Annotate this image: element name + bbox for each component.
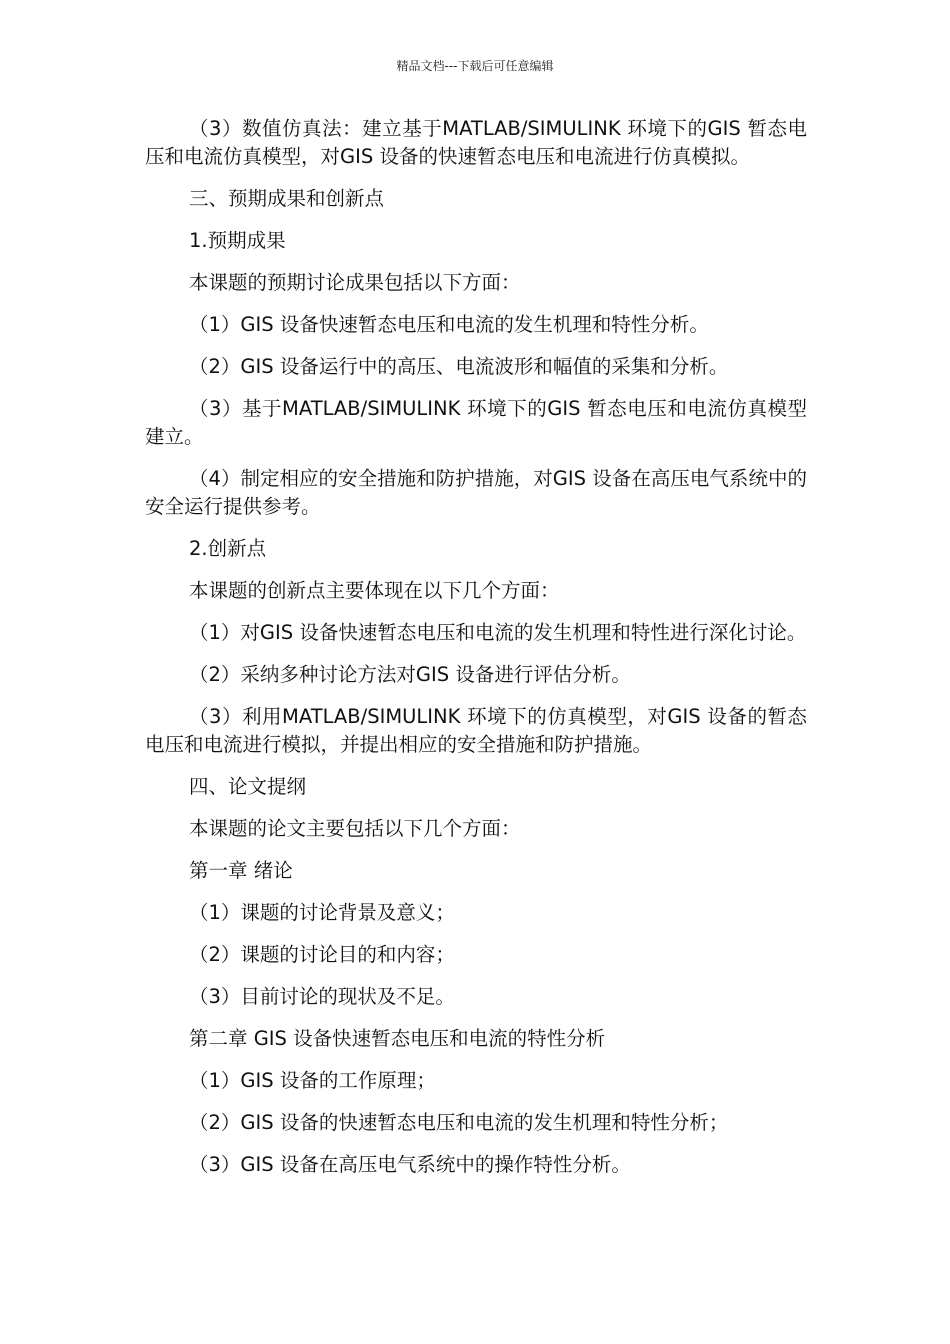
list-item-innovation-3: （3）利用MATLAB/SIMULINK 环境下的仿真模型，对GIS 设备的暂态电压和电流进行模拟，并提出相应的安全措施和防护措施。 xyxy=(145,705,807,756)
chapter-heading-2: 第二章 GIS 设备快速暂态电压和电流的特性分析 xyxy=(189,1027,606,1050)
list-item-result-4: （4）制定相应的安全措施和防护措施，对GIS 设备在高压电气系统中的安全运行提供参考。 xyxy=(145,467,807,518)
paragraph-innovation-intro: 本课题的创新点主要体现在以下几个方面： xyxy=(189,579,560,602)
section-heading-outline: 四、论文提纲 xyxy=(189,775,307,798)
list-item-result-2: （2）GIS 设备运行中的高压、电流波形和幅值的采集和分析。 xyxy=(189,355,729,378)
paragraph-outline-intro: 本课题的论文主要包括以下几个方面： xyxy=(189,817,521,840)
chapter-heading-1: 第一章 绪论 xyxy=(189,859,293,882)
list-item-result-1: （1）GIS 设备快速暂态电压和电流的发生机理和特性分析。 xyxy=(189,313,709,336)
subheading-expected-results: 1.预期成果 xyxy=(189,229,286,252)
list-item-innovation-1: （1）对GIS 设备快速暂态电压和电流的发生机理和特性进行深化讨论。 xyxy=(189,621,807,644)
paragraph-method-simulation: （3）数值仿真法：建立基于MATLAB/SIMULINK 环境下的GIS 暂态电压和电流仿真模型，对GIS 设备的快速暂态电压和电流进行仿真模拟。 xyxy=(145,117,807,168)
list-item-result-3: （3）基于MATLAB/SIMULINK 环境下的GIS 暂态电压和电流仿真模型建立。 xyxy=(145,397,807,448)
list-item-chapter1-2: （2）课题的讨论目的和内容； xyxy=(189,943,455,966)
list-item-chapter1-3: （3）目前讨论的现状及不足。 xyxy=(189,985,455,1008)
document-body xyxy=(145,115,807,1193)
list-item-chapter2-3: （3）GIS 设备在高压电气系统中的操作特性分析。 xyxy=(189,1153,631,1176)
section-heading-expected-results: 三、预期成果和创新点 xyxy=(189,187,385,210)
paragraph-results-intro: 本课题的预期讨论成果包括以下方面： xyxy=(189,271,521,294)
list-item-chapter1-1: （1）课题的讨论背景及意义； xyxy=(189,901,455,924)
subheading-innovation: 2.创新点 xyxy=(189,537,267,560)
list-item-chapter2-2: （2）GIS 设备的快速暂态电压和电流的发生机理和特性分析； xyxy=(189,1111,729,1134)
list-item-chapter2-1: （1）GIS 设备的工作原理； xyxy=(189,1069,436,1092)
page-header: 精品文档---下载后可任意编辑 xyxy=(396,59,554,73)
list-item-innovation-2: （2）采纳多种讨论方法对GIS 设备进行评估分析。 xyxy=(189,663,631,686)
